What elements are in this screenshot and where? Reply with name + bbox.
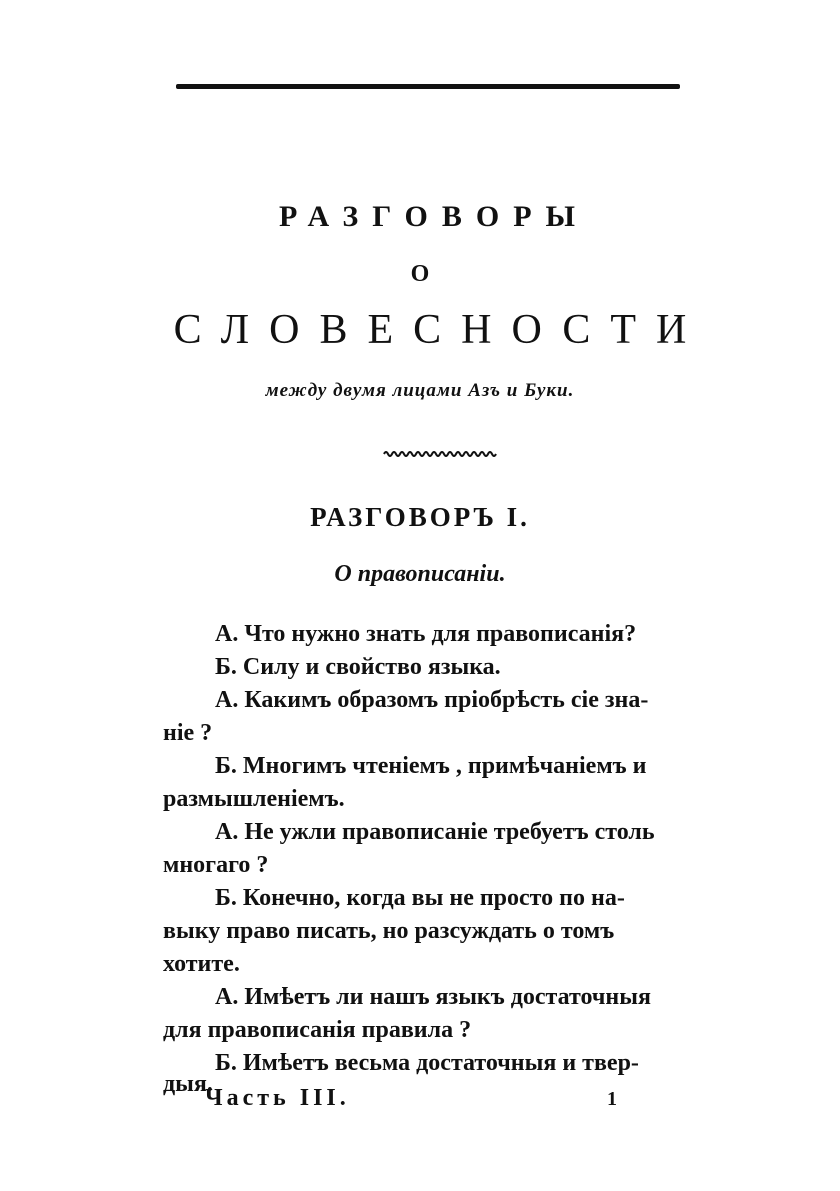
dialogue-line: ніе ?: [163, 720, 213, 746]
dialogue-line: размышленіемъ.: [163, 786, 345, 812]
dialogue-line: Б. Многимъ чтеніемъ , примѣчаніемъ и: [215, 753, 647, 779]
dialogue-line: Б. Силу и свойство языка.: [215, 654, 501, 680]
dialogue-line: А. Что нужно знать для правописанія?: [215, 621, 637, 647]
title-line-1: РАЗГОВОРЫ: [278, 200, 590, 233]
dialogue-line: хотите.: [163, 951, 240, 977]
dialogue-line: многаго ?: [163, 852, 269, 878]
title-subtitle: между двумя лицами Азъ и Буки.: [265, 380, 575, 401]
footer-signature: Часть III.: [205, 1085, 350, 1111]
dialogue-line: Б. Имѣетъ весьма достаточныя и твер-: [215, 1050, 639, 1076]
dialogue-line: дыя.: [163, 1071, 213, 1097]
title-line-2: О: [410, 261, 430, 287]
top-rule-divider: [176, 84, 680, 89]
dialogue-line: для правописанія правила ?: [163, 1017, 472, 1043]
title-line-3: СЛОВЕСНОСТИ: [173, 307, 707, 353]
page-number: 1: [607, 1088, 617, 1110]
section-heading: РАЗГОВОРЪ I.: [310, 502, 530, 532]
dialogue-line: А. Какимъ образомъ пріобрѣсть сіе зна-: [215, 687, 649, 713]
ornament-divider: [383, 450, 497, 458]
dialogue-line: А. Имѣетъ ли нашъ языкъ достаточныя: [215, 984, 651, 1010]
dialogue-line: выку право писать, но разсуждать о томъ: [163, 918, 615, 944]
section-subheading: О правописаніи.: [334, 561, 506, 587]
dialogue-line: А. Не ужли правописаніе требуетъ столь: [215, 819, 655, 845]
dialogue-line: Б. Конечно, когда вы не просто по на-: [215, 885, 625, 911]
